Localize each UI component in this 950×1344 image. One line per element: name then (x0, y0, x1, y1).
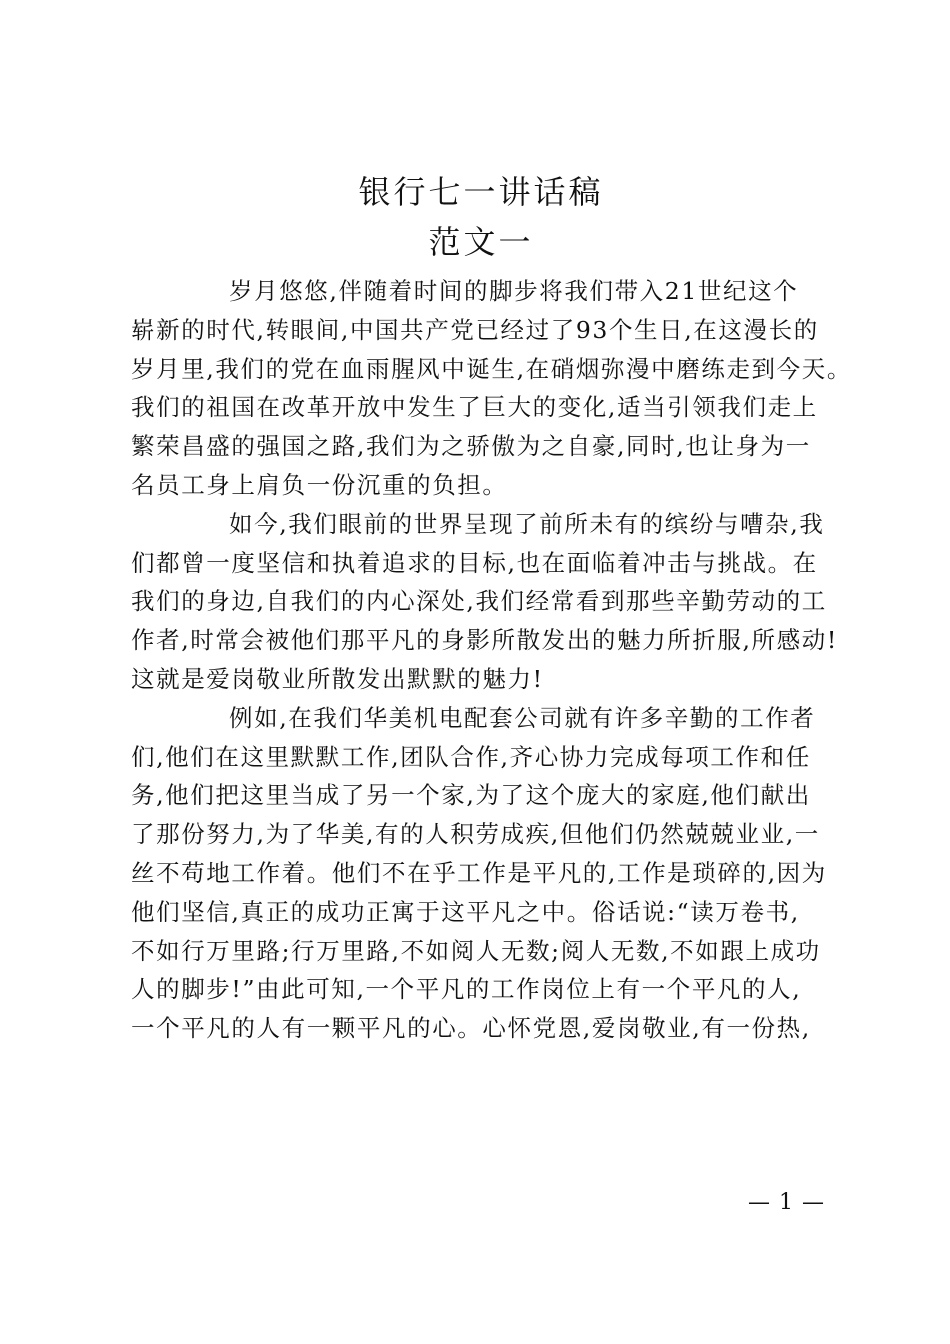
text-line: 一个平凡的人有一颗平凡的心。心怀党恩,爱岗敬业,有一份热, (131, 1014, 811, 1043)
text-line: 人的脚步!”由此可知,一个平凡的工作岗位上有一个平凡的人, (131, 975, 802, 1004)
text-line: 丝不苟地工作着。他们不在乎工作是平凡的,工作是琐碎的,因为 (131, 858, 827, 887)
text-line: 崭新的时代,转眼间,中国共产党已经过了93个生日,在这漫长的 (131, 315, 819, 344)
text-line: 名员工身上肩负一份沉重的负担。 (131, 470, 508, 499)
document-subtitle: 范文一 (428, 223, 534, 261)
page-number: — 1 — (748, 1190, 825, 1215)
text-line: 务,他们把这里当成了另一个家,为了这个庞大的家庭,他们献出 (131, 781, 811, 810)
text-line: 如今,我们眼前的世界呈现了前所未有的缤纷与嘈杂,我 (229, 509, 825, 538)
text-line: 作者,时常会被他们那平凡的身影所散发出的魅力所折服,所感动! (131, 626, 838, 655)
text-line: 我们的身边,自我们的内心深处,我们经常看到那些辛勤劳动的工 (131, 587, 827, 616)
text-line: 他们坚信,真正的成功正寓于这平凡之中。俗话说:“读万卷书, (131, 897, 800, 926)
text-line: 们都曾一度坚信和执着追求的目标,也在面临着冲击与挑战。在 (131, 548, 818, 577)
document-title: 银行七一讲话稿 (358, 173, 604, 211)
text-line: 岁月悠悠,伴随着时间的脚步将我们带入21世纪这个 (229, 277, 799, 305)
text-line: 们,他们在这里默默工作,团队合作,齐心协力完成每项工作和任 (131, 742, 811, 771)
body-text (131, 272, 852, 1048)
text-line: 我们的祖国在改革开放中发生了巨大的变化,适当引领我们走上 (131, 393, 818, 422)
text-line: 这就是爱岗敬业所散发出默默的魅力! (131, 664, 544, 693)
text-line: 例如,在我们华美机电配套公司就有许多辛勤的工作者 (229, 703, 816, 732)
text-line: 了那份努力,为了华美,有的人积劳成疾,但他们仍然兢兢业业,一 (131, 820, 820, 849)
text-line: 岁月里,我们的党在血雨腥风中诞生,在硝烟弥漫中磨练走到今天。 (131, 354, 852, 383)
text-line: 繁荣昌盛的强国之路,我们为之骄傲为之自豪,同时,也让身为一 (131, 432, 811, 461)
text-line: 不如行万里路;行万里路,不如阅人无数;阅人无数,不如跟上成功 (131, 936, 821, 965)
